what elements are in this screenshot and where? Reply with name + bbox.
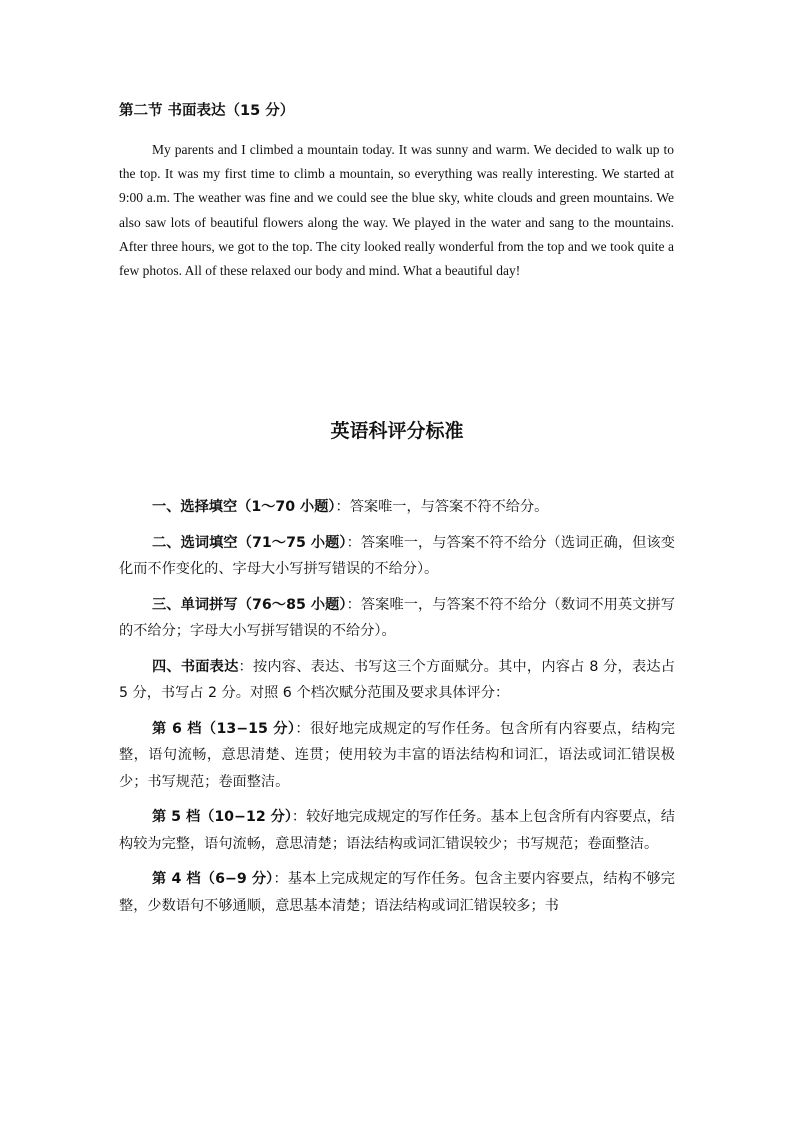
criterion-lead: 三、单词拼写（76～85 小题）: [152, 596, 347, 613]
criterion-word-choice: [119, 530, 675, 583]
criterion-lead: 一、选择填空（1～70 小题）: [152, 499, 336, 515]
criterion-lead: 第 6 档（13−15 分）: [152, 720, 296, 737]
criterion-body: ：答案唯一，与答案不符不给分（选词正确，但该变化而不作变化的、字母大小写拼写错误的不给分）。: [119, 534, 675, 577]
criterion-grade-5: [119, 804, 675, 857]
criterion-body: ：答案唯一，与答案不符不给分（数词不用英文拼写的不给分；字母大小写拼写错误的不给分）。: [119, 596, 675, 639]
criterion-lead: 第 4 档（6−9 分）: [152, 871, 274, 887]
criterion-lead: 四、书面表达: [152, 658, 239, 675]
criterion-lead: 二、选词填空（71～75 小题）: [152, 534, 347, 551]
essay-paragraph: My parents and I climbed a mountain today. It was sunny and warm. We decided to walk up to the top. It was my first time to climb a mountain, so everything was really interesting. We started at 9:00 a.m. The weather was fine and we could see the blue sky, white clouds and green mountains. We also saw lots of beautiful flowers along the way. We played in the water and sang to the mountains. After three hours, we got to the top. The city looked really wonderful from the top and we took quite a few photos. All of these relaxed our body and mind. What a beautiful day!: [119, 142, 674, 279]
scoring-criteria-list: [119, 494, 675, 928]
criterion-lead: 第 5 档（10−12 分）: [152, 809, 292, 825]
criterion-body: ：较好地完成规定的写作任务。基本上包含所有内容要点，结构较为完整，语句流畅，意思清楚；语法结构或词汇错误较少；书写规范；卷面整洁。: [119, 809, 675, 852]
criterion-multiple-choice: [119, 494, 675, 521]
criterion-writing: [119, 654, 675, 707]
criterion-grade-4: [119, 866, 675, 919]
criterion-body: ：按内容、表达、书写这三个方面赋分。其中，内容占 8 分，表达占 5 分，书写占 2 分。对照 6 个档次赋分范围及要求具体评分：: [119, 658, 675, 701]
criterion-body: ：基本上完成规定的写作任务。包含主要内容要点，结构不够完整，少数语句不够通顺，意思基本清楚；语法结构或词汇错误较多；书: [119, 871, 675, 914]
criterion-spelling: [119, 592, 675, 645]
criterion-body: ：答案唯一，与答案不符不给分。: [335, 499, 549, 515]
section-heading: 第二节 书面表达（15 分）: [119, 103, 295, 119]
criterion-grade-6: [119, 716, 675, 796]
criterion-body: ：很好地完成规定的写作任务。包含所有内容要点，结构完整，语句流畅，意思清楚、连贯；使用较为丰富的语法结构和词汇，语法或词汇错误极少；书写规范；卷面整洁。: [119, 720, 675, 790]
page-title: 英语科评分标准: [330, 420, 464, 442]
